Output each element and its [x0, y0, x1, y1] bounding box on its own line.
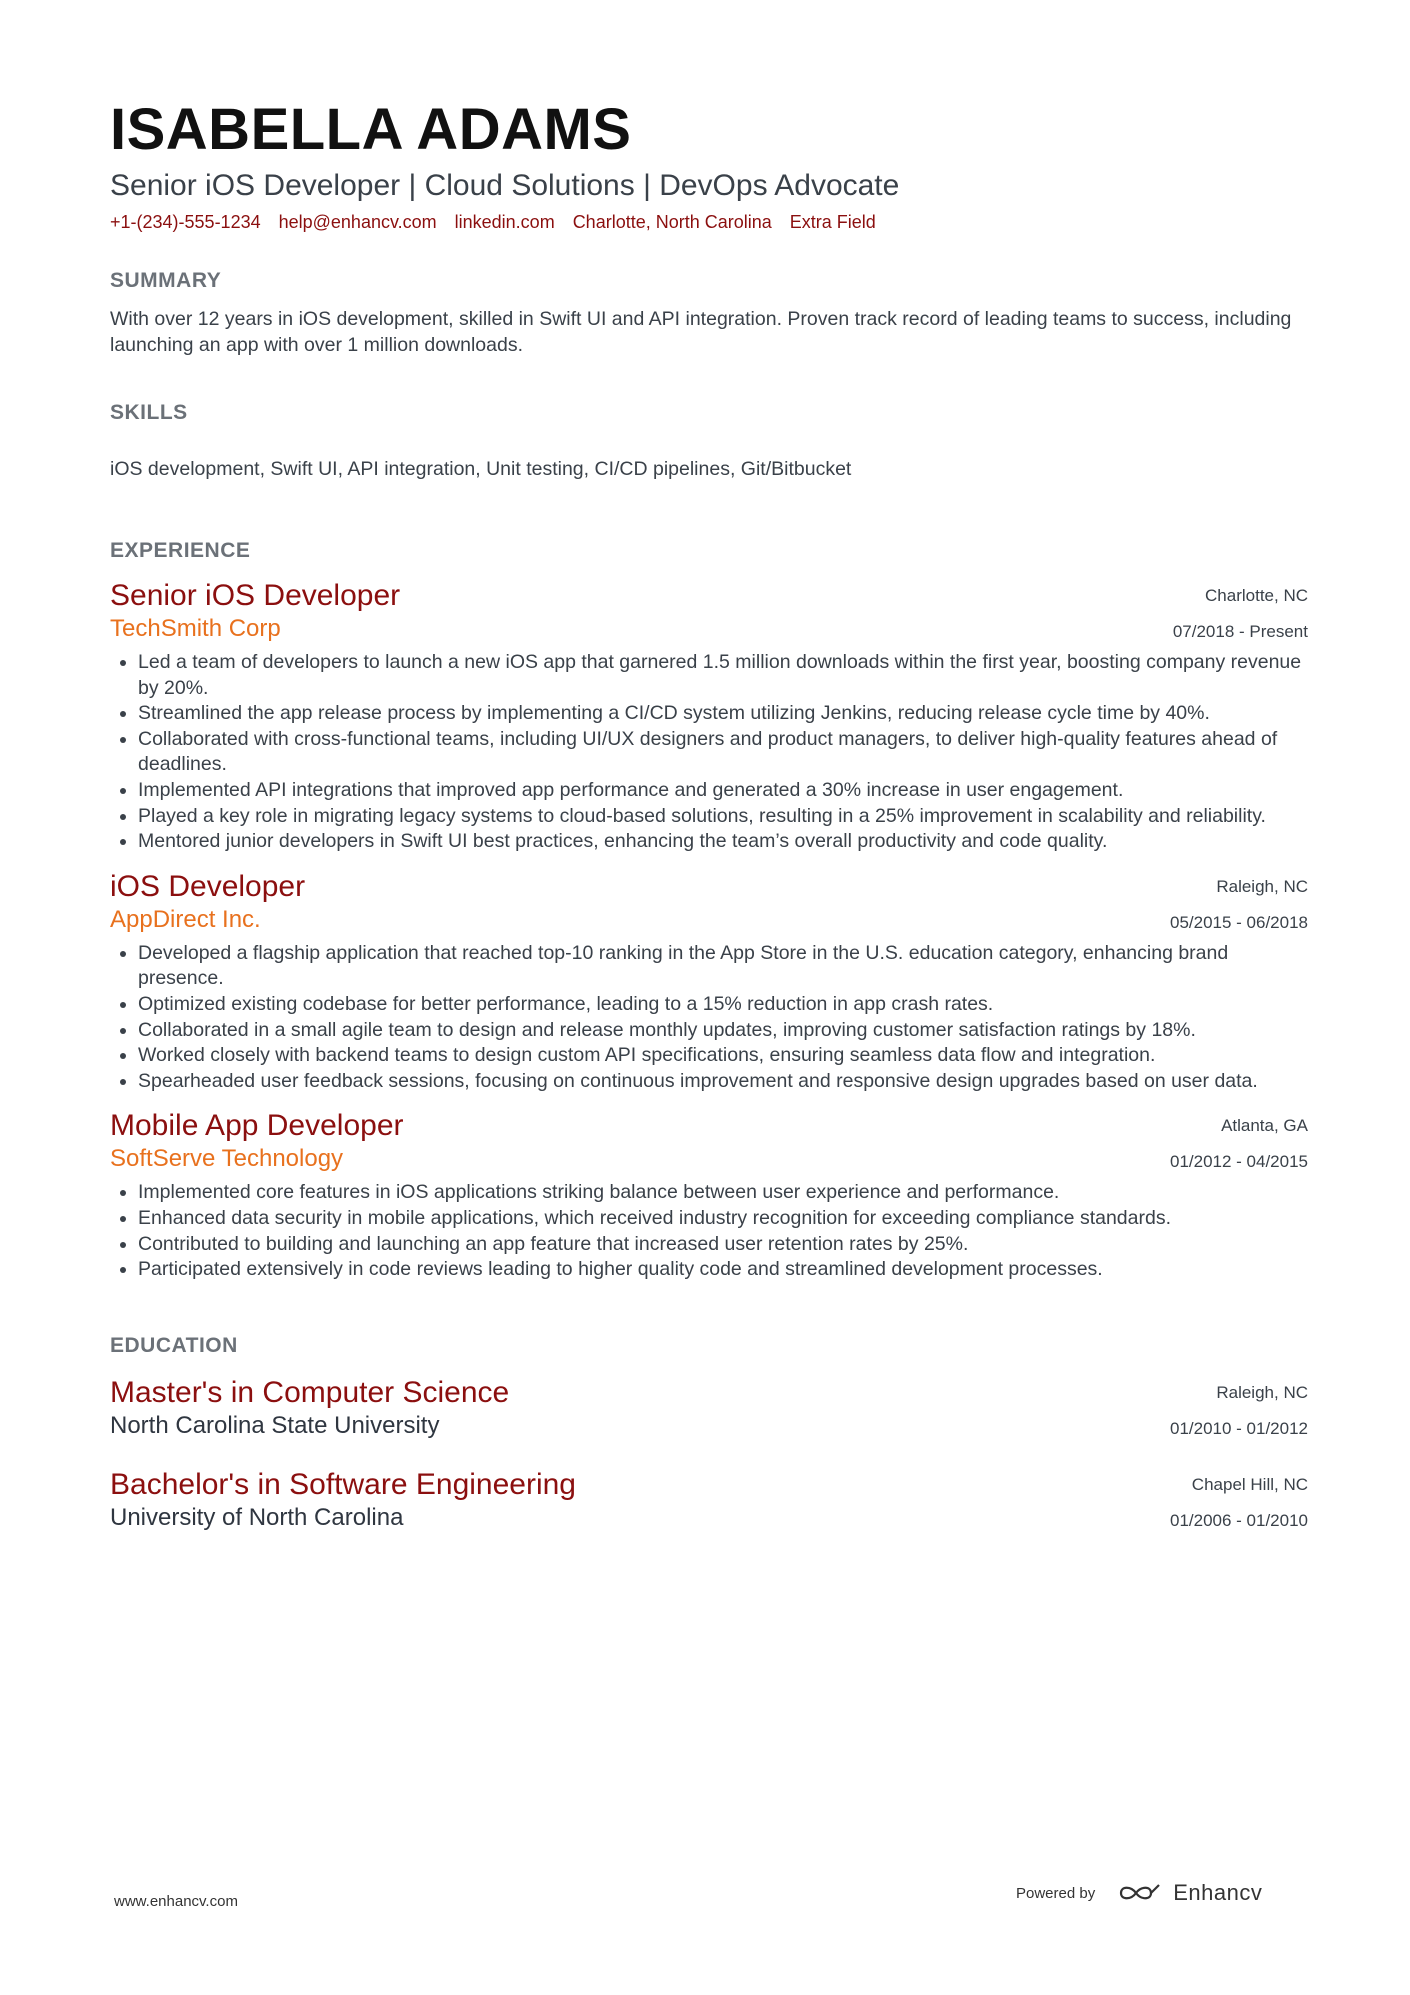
education-location: Chapel Hill, NC [1191, 1474, 1308, 1494]
skills-section [110, 400, 1308, 482]
job-meta [1170, 1108, 1308, 1180]
job-title: Senior iOS Developer [110, 579, 401, 612]
bullet-item: • Implemented API integrations that improved app performance and generated a 30% increase in user engagement. [138, 778, 1308, 804]
bullet-item: • Developed a flagship application that reached top-10 ranking in the App Store in the U.S. education category, enhancing brand presence. [138, 941, 1308, 992]
experience-section [110, 538, 1308, 1283]
enhancv-brand-text: Enhancv [1173, 1880, 1263, 1905]
bullet-item: • Enhanced data security in mobile applications, which received industry recognition for exceeding compliance standards. [138, 1206, 1308, 1232]
footer-branding [1016, 1880, 1262, 1906]
bullet-item: • Participated extensively in code reviews leading to higher quality code and streamlined development processes. [138, 1257, 1308, 1283]
education-title: EDUCATION [110, 1333, 238, 1357]
job-meta [1173, 578, 1308, 650]
bullet-item: • Worked closely with backend teams to design custom API specifications, ensuring seamless data flow and integration. [138, 1043, 1308, 1069]
bullet-item: • Streamlined the app release process by implementing a CI/CD system utilizing Jenkins, reducing release cycle time by 40%. [138, 701, 1308, 727]
bullet-item: • Collaborated with cross-functional teams, including UI/UX designers and product managers, to deliver high-quality features ahead of deadlines. [138, 727, 1308, 778]
contact-extra-field: Extra Field [789, 212, 876, 232]
bullet-item: • Played a key role in migrating legacy systems to cloud-based solutions, resulting in a 25% improvement in scalability and reliability. [138, 804, 1308, 830]
job-meta [1170, 869, 1308, 941]
job-location: Charlotte, NC [1205, 586, 1308, 605]
job-bullets [110, 941, 1308, 1095]
degree-title: Bachelor's in Software Engineering [110, 1467, 576, 1501]
experience-title: EXPERIENCE [110, 539, 251, 562]
contact-location: Charlotte, North Carolina [572, 212, 772, 232]
education-meta [1170, 1375, 1308, 1447]
skills-text: iOS development, Swift UI, API integration, Unit testing, CI/CD pipelines, Git/Bitbucket [110, 458, 852, 480]
bullet-item: • Collaborated in a small agile team to design and release monthly updates, improving customer satisfaction ratings by 18%. [138, 1018, 1308, 1044]
candidate-name: ISABELLA ADAMS [110, 97, 632, 162]
enhancv-logo[interactable] [1117, 1880, 1262, 1906]
summary-text: With over 12 years in iOS development, skilled in Swift UI and API integration. Proven track record of leading teams to success, including launching an app with over 1 million downloads. [110, 308, 1292, 356]
education-dates: 01/2006 - 01/2010 [1169, 1510, 1308, 1530]
job-title: Mobile App Developer [110, 1109, 404, 1143]
education-entry [110, 1467, 1308, 1533]
contact-line [110, 210, 1308, 234]
job-bullets [110, 650, 1308, 855]
education-entry [110, 1375, 1308, 1441]
job-location: Raleigh, NC [1216, 876, 1308, 896]
enhancv-infinity-icon [1117, 1881, 1163, 1905]
company-name: SoftServe Technology [110, 1145, 344, 1173]
job-dates: 01/2012 - 04/2015 [1169, 1152, 1308, 1172]
footer-website[interactable]: www.enhancv.com [114, 1893, 238, 1910]
education-meta [1170, 1467, 1308, 1539]
education-location: Raleigh, NC [1216, 1382, 1308, 1402]
school-name: University of North Carolina [110, 1503, 404, 1531]
experience-entry [110, 869, 1308, 1095]
contact-linkedin[interactable]: linkedin.com [454, 212, 555, 232]
experience-entry [110, 578, 1308, 855]
education-dates: 01/2010 - 01/2012 [1169, 1418, 1308, 1438]
resume-header [110, 96, 1308, 234]
bullet-item: • Led a team of developers to launch a new iOS app that garnered 1.5 million downloads within the first year, boosting company revenue by 20%. [138, 650, 1308, 701]
skills-title: SKILLS [110, 401, 188, 424]
company-name: TechSmith Corp [110, 615, 281, 642]
powered-by-label: Powered by [1016, 1884, 1096, 1902]
company-name: AppDirect Inc. [110, 905, 261, 933]
contact-email[interactable]: help@enhancv.com [278, 212, 437, 232]
bullet-item: • Contributed to building and launching an app feature that increased user retention rates by 25%. [138, 1232, 1308, 1258]
job-location: Atlanta, GA [1221, 1116, 1308, 1136]
job-title: iOS Developer [110, 869, 306, 903]
experience-entry [110, 1108, 1308, 1282]
degree-title: Master's in Computer Science [110, 1375, 510, 1409]
school-name: North Carolina State University [110, 1411, 440, 1439]
contact-phone[interactable]: +1-(234)-555-1234 [110, 212, 261, 232]
summary-title: SUMMARY [110, 269, 222, 292]
education-section [110, 1333, 1308, 1533]
job-dates: 07/2018 - Present [1172, 622, 1308, 641]
bullet-item: • Spearheaded user feedback sessions, focusing on continuous improvement and responsive design upgrades based on user data. [138, 1069, 1308, 1095]
bullet-item: • Mentored junior developers in Swift UI best practices, enhancing the team’s overall productivity and code quality. [138, 829, 1308, 855]
job-dates: 05/2015 - 06/2018 [1169, 912, 1308, 932]
resume-page [110, 96, 1308, 1533]
candidate-headline: Senior iOS Developer | Cloud Solutions | DevOps Advocate [110, 169, 900, 202]
bullet-item: • Optimized existing codebase for better performance, leading to a 15% reduction in app crash rates. [138, 992, 1308, 1018]
bullet-item: • Implemented core features in iOS applications striking balance between user experience and performance. [138, 1180, 1308, 1206]
summary-section [110, 268, 1308, 358]
job-bullets [110, 1180, 1308, 1282]
